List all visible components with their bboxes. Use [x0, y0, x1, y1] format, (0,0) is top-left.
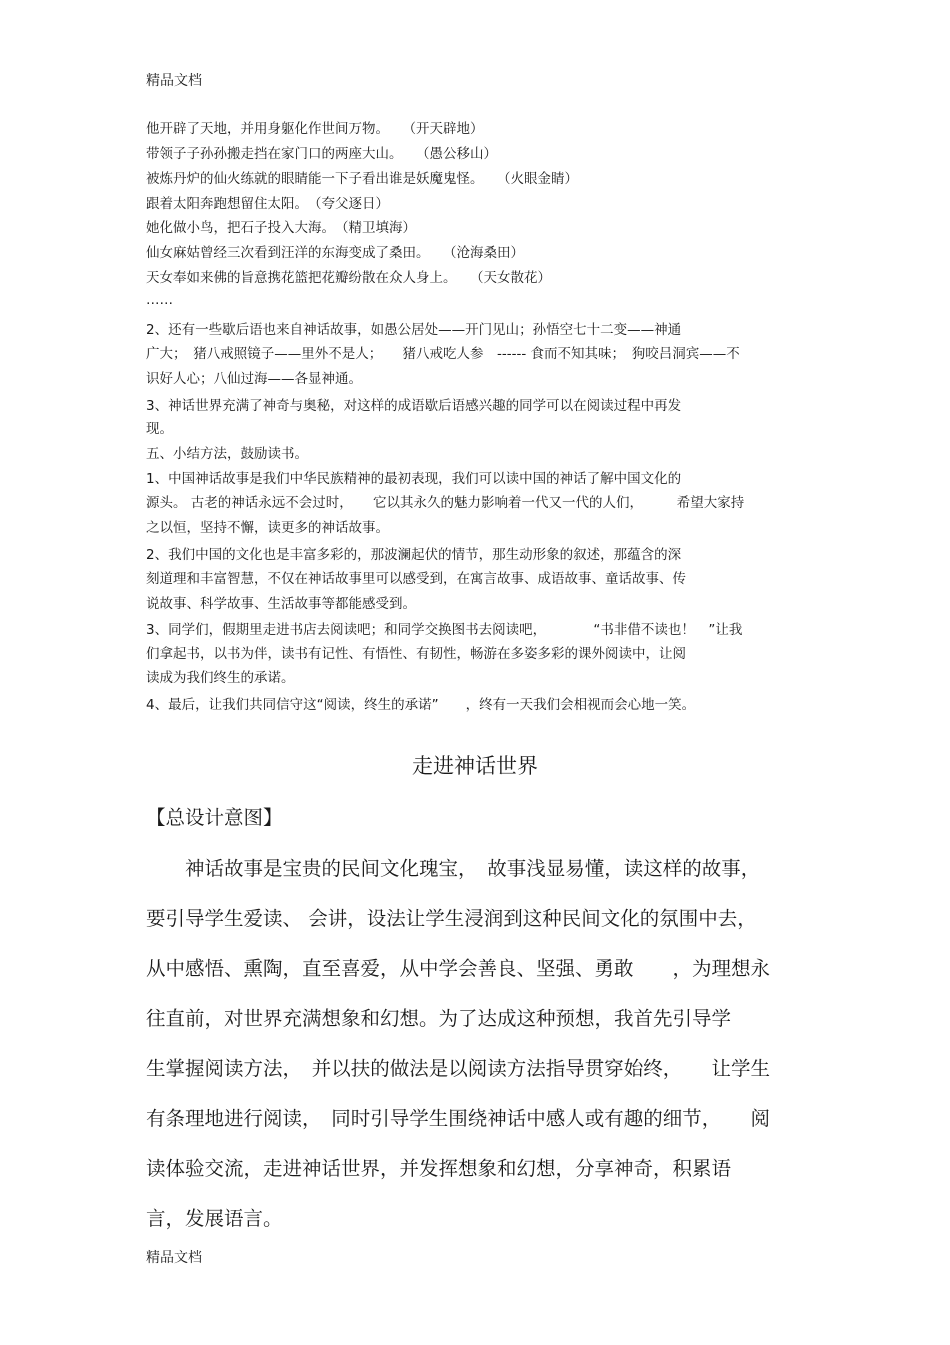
list-item: 她化做小鸟，把石子投入大海。 （精卫填海）: [146, 220, 416, 236]
paragraph-line: 要引导学生爱读、 会讲，设法让学生浸润到这种民间文化的氛围中去，: [146, 907, 757, 930]
list-item: 带领子子孙孙搬走挡在家门口的两座大山。 （愚公移山）: [146, 146, 497, 162]
list-item: 天女奉如来佛的旨意携花篮把花瓣纷散在众人身上。 （天女散花）: [146, 270, 551, 286]
paragraph-line: 源头。 古老的神话永远不会过时， 它以其永久的魅力影响着一代又一代的人们， 希望大家持: [146, 495, 745, 511]
paragraph-line: 往直前，对世界充满想象和幻想。为了达成这种预想，我首先引导学: [146, 1007, 732, 1030]
paragraph-line: 言，发展语言。: [146, 1207, 283, 1230]
paragraph-line: 4、最后，让我们共同信守这“阅读，终生的承诺” ，终有一天我们会相视而会心地一笑。: [146, 697, 696, 713]
paragraph-line: 1、中国神话故事是我们中华民族精神的最初表现，我们可以读中国的神话了解中国文化的: [146, 471, 682, 487]
list-item: 仙女麻姑曾经三次看到汪洋的东海变成了桑田。 （沧海桑田）: [146, 245, 524, 261]
paragraph-line: 广大； 猪八戒照镜子——里外不是人； 猪八戒吃人参 ------ 食而不知其味； 狗咬吕洞宾——不: [146, 346, 740, 362]
design-heading: 【总设计意图】: [146, 806, 283, 829]
paragraph-line: 2、我们中国的文化也是丰富多彩的，那波澜起伏的情节，那生动形象的叙述，那蕴含的深: [146, 547, 682, 563]
document-title: 走进神话世界: [412, 754, 538, 778]
paragraph-line: 3、神话世界充满了神奇与奥秘，对这样的成语歇后语感兴趣的同学可以在阅读过程中再发: [146, 398, 682, 414]
paragraph-line: 神话故事是宝贵的民间文化瑰宝， 故事浅显易懂，读这样的故事，: [146, 857, 761, 880]
paragraph-line: 说故事、科学故事、生活故事等都能感受到。: [146, 596, 416, 612]
paragraph-line: 2、还有一些歇后语也来自神话故事，如愚公居处——开门见山；孙悟空七十二变——神通: [146, 322, 682, 338]
section-heading: 五、小结方法，鼓励读书。: [146, 446, 308, 462]
paragraph-line: 生掌握阅读方法， 并以扶的做法是以阅读方法指导贯穿始终， 让学生: [146, 1057, 771, 1080]
page-footer: 精品文档: [146, 1250, 202, 1266]
paragraph-line: 之以恒，坚持不懈，读更多的神话故事。: [146, 520, 389, 536]
paragraph-line: 现。: [146, 421, 173, 437]
list-item: 他开辟了天地，并用身躯化作世间万物。 （开天辟地）: [146, 121, 484, 137]
paragraph-line: 识好人心；八仙过海——各显神通。: [146, 371, 362, 387]
list-item: 被炼丹炉的仙火练就的眼睛能一下子看出谁是妖魔鬼怪。 （火眼金睛）: [146, 171, 578, 187]
paragraph-line: 从中感悟、熏陶，直至喜爱，从中学会善良、坚强、勇敢 ，为理想永: [146, 957, 771, 980]
list-item: 跟着太阳奔跑想留住太阳。 （夸父逐日）: [146, 196, 389, 212]
paragraph-line: 们拿起书，以书为伴，读书有记性、有悟性、有韧性，畅游在多姿多彩的课外阅读中，让阅: [146, 646, 686, 662]
ellipsis: ……: [146, 292, 173, 308]
paragraph-line: 有条理地进行阅读， 同时引导学生围绕神话中感人或有趣的细节， 阅: [146, 1107, 771, 1130]
page-header: 精品文档: [146, 73, 202, 89]
paragraph-line: 刻道理和丰富智慧，不仅在神话故事里可以感受到，在寓言故事、成语故事、童话故事、传: [146, 571, 686, 587]
paragraph-line: 读体验交流，走进神话世界，并发挥想象和幻想，分享神奇，积累语: [146, 1157, 732, 1180]
paragraph-line: 读成为我们终生的承诺。: [146, 670, 295, 686]
paragraph-line: 3、同学们，假期里走进书店去阅读吧；和同学交换图书去阅读吧， “书非借不读也！ ”让我: [146, 622, 743, 638]
